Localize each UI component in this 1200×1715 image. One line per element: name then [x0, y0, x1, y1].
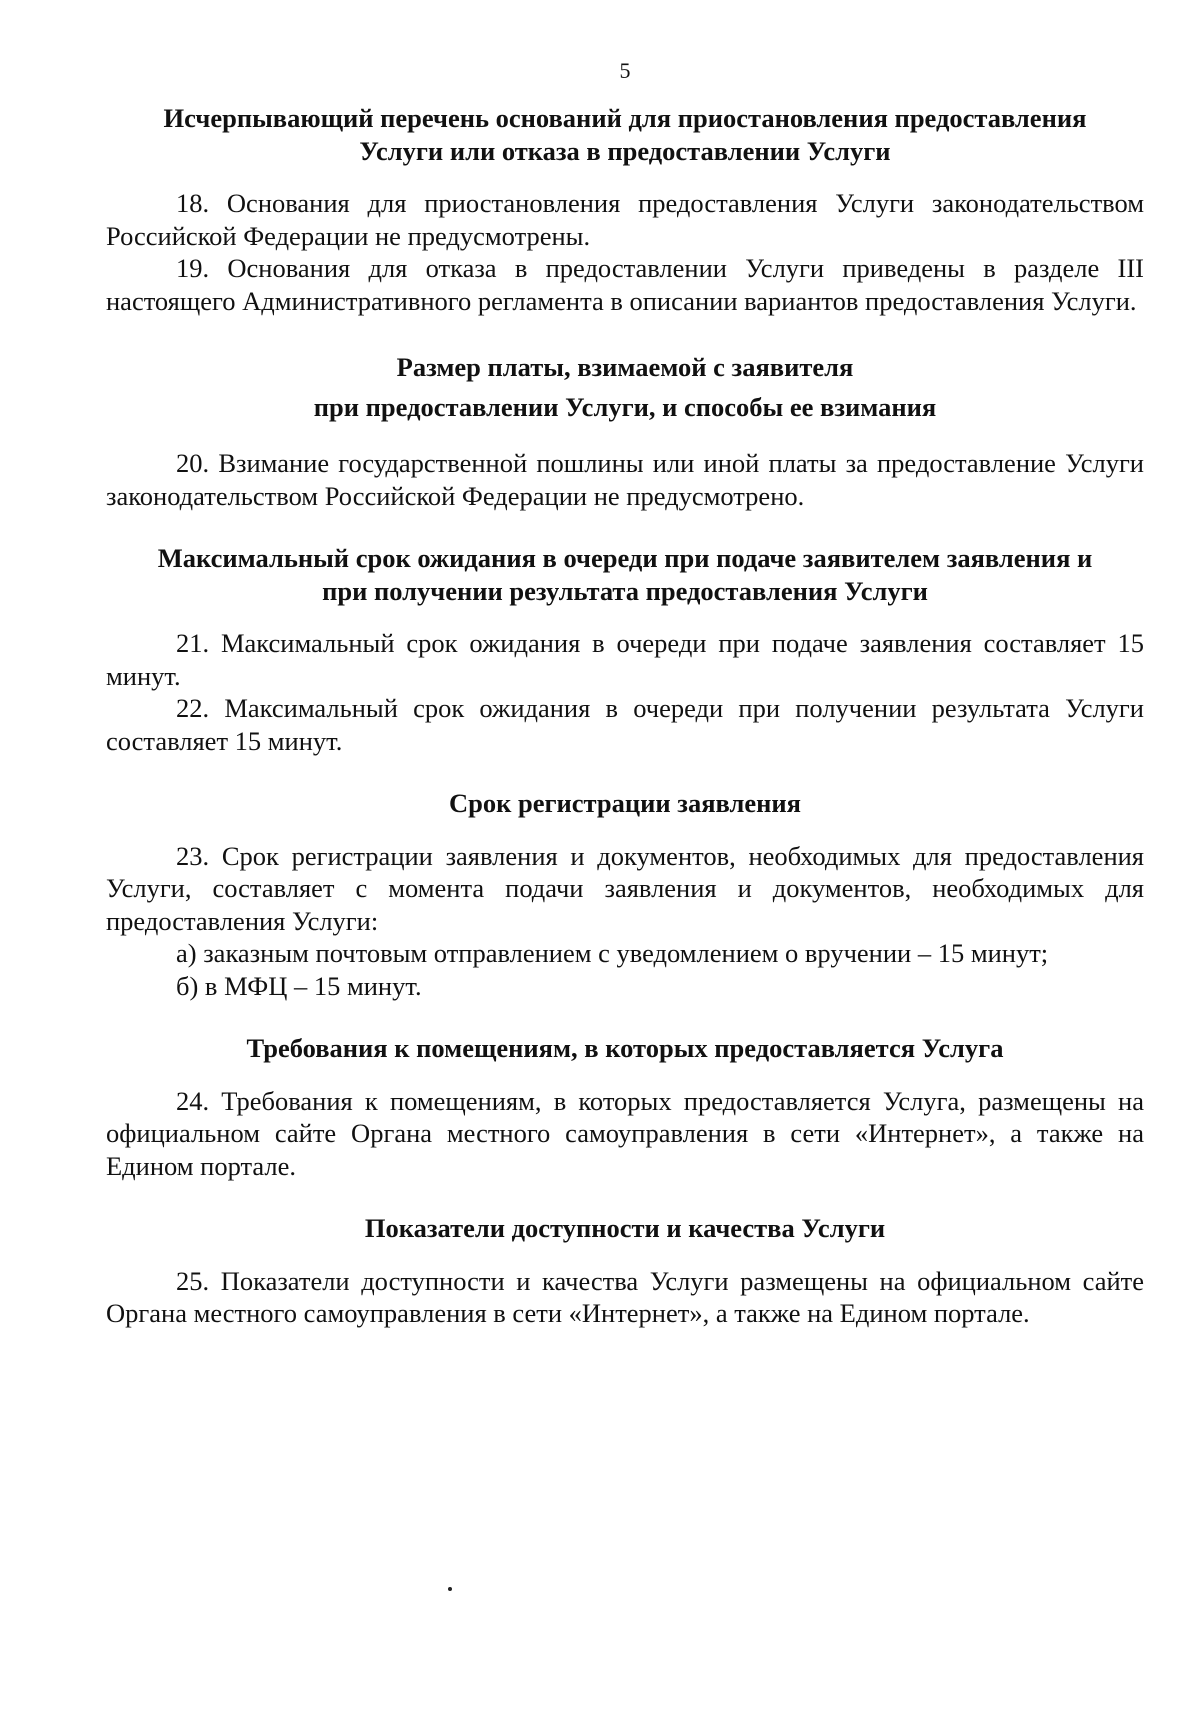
paragraph-22: 22. Максимальный срок ожидания в очереди при получении результата Услуги составляет 15 минут. [106, 693, 1144, 756]
heading-line: Срок регистрации заявления [448, 788, 802, 818]
list-item-b: б) в МФЦ – 15 минут. [176, 970, 422, 1001]
paragraph-25: 25. Показатели доступности и качества Услуги размещены на официальном сайте Органа местного самоуправления в сети «Интернет», а также на Едином портале. [106, 1265, 1144, 1328]
paragraph-18: 18. Основания для приостановления предоставления Услуги законодательством Российской Федерации не предусмотрены. [106, 188, 1144, 251]
heading-line: при получении результата предоставления Услуги [322, 575, 928, 606]
paragraph-23: 23. Срок регистрации заявления и документов, необходимых для предоставления Услуги, составляет с момента подачи заявления и документов, необходимых для предоставления Услуги: [106, 840, 1144, 936]
section-heading [106, 787, 1144, 820]
heading-line: Требования к помещениям, в которых предоставляется Услуга [246, 1033, 1004, 1063]
section-heading [106, 347, 1144, 427]
heading-line: Услуги или отказа в предоставлении Услуги [359, 135, 891, 166]
heading-line: при предоставлении Услуги, и способы ее взимания [313, 392, 937, 422]
paragraph-24: 24. Требования к помещениям, в которых предоставляется Услуга, размещены на официальном сайте Органа местного самоуправления в сети «Интернет», а также на Едином портале. [106, 1085, 1144, 1181]
section-heading [106, 1212, 1144, 1245]
heading-line: Размер платы, взимаемой с заявителя [396, 352, 854, 382]
heading-line: Максимальный срок ожидания в очереди при подаче заявителем заявления и [157, 543, 1093, 573]
paragraph-21: 21. Максимальный срок ожидания в очереди при подаче заявления составляет 15 минут. [106, 628, 1144, 691]
scan-speck [448, 1587, 452, 1591]
paragraph-20: 20. Взимание государственной пошлины или иной платы за предоставление Услуги законодательством Российской Федерации не предусмотрено. [106, 448, 1144, 511]
heading-line: Исчерпывающий перечень оснований для приостановления предоставления [163, 103, 1087, 133]
list-item-a: а) заказным почтовым отправлением с уведомлением о вручении – 15 минут; [176, 938, 1049, 968]
section-heading [106, 102, 1144, 167]
section-heading [106, 1032, 1144, 1065]
paragraph-19: 19. Основания для отказа в предоставлении Услуги приведены в разделе III настоящего Административного регламента в описании вариантов предоставления Услуги. [106, 253, 1144, 316]
heading-line: Показатели доступности и качества Услуги [364, 1213, 886, 1243]
document-page [106, 58, 1144, 1330]
page-number: 5 [619, 58, 631, 83]
section-heading [106, 542, 1144, 607]
